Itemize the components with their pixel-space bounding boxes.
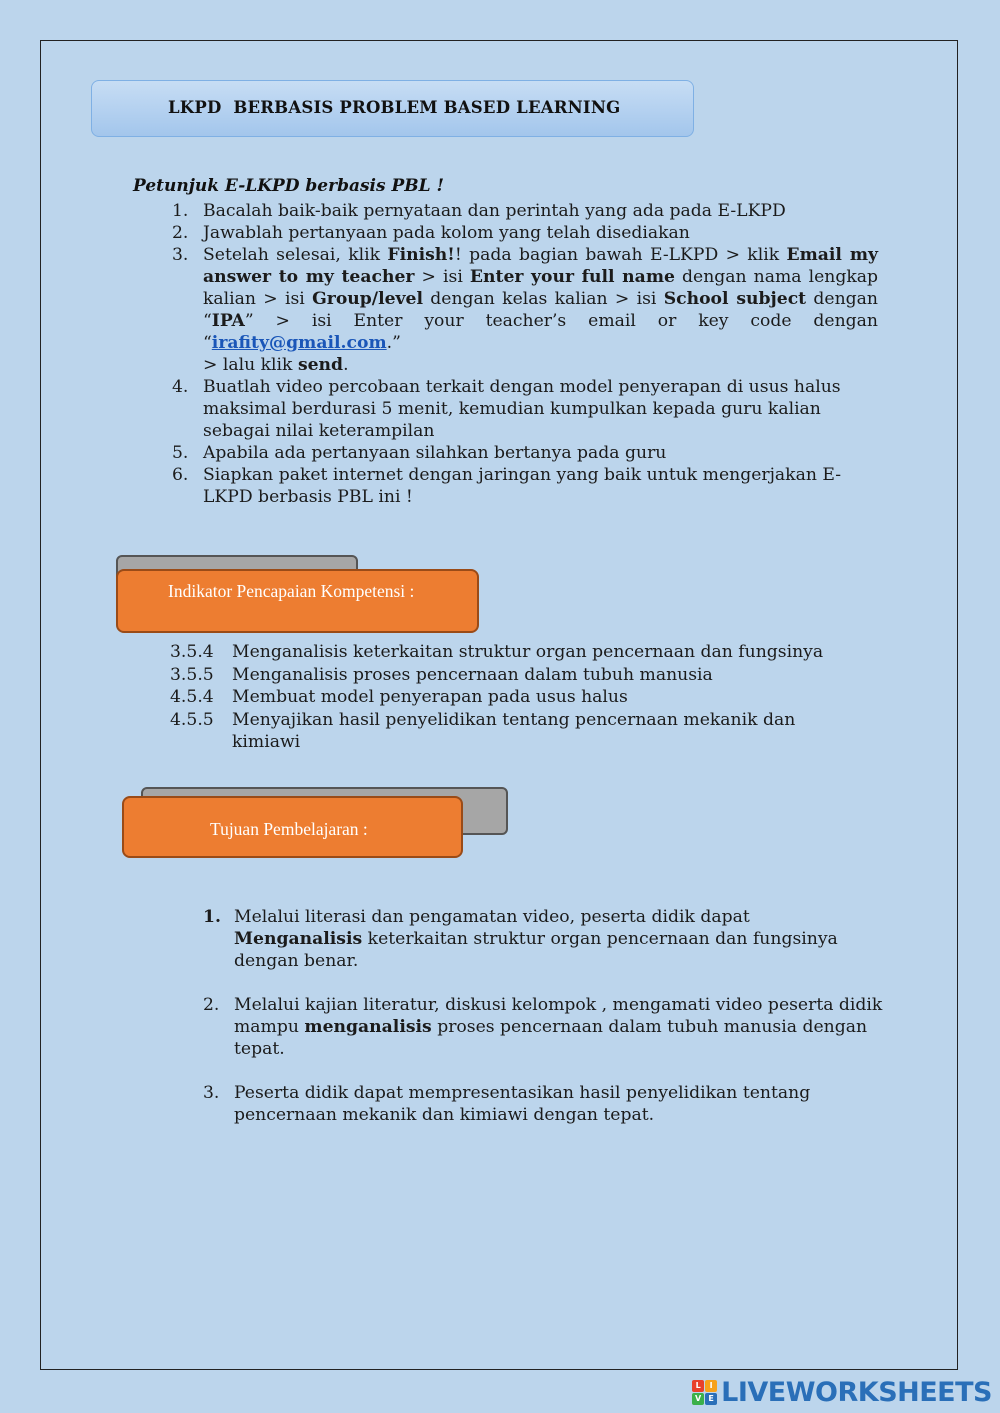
objectives-tab	[122, 796, 463, 858]
logo-letter: I	[705, 1380, 717, 1392]
text-part: dengan kelas kalian > isi	[423, 289, 664, 309]
item-number: 4.	[172, 377, 189, 397]
list-item	[170, 709, 860, 754]
list-item	[203, 1082, 883, 1126]
text-part: Setelah selesai, klik	[203, 245, 388, 265]
item-text	[234, 994, 883, 1060]
text-part: dengan nama lengkap kalian > isi	[203, 267, 879, 309]
subject-value: IPA	[211, 311, 245, 331]
list-item	[172, 200, 878, 222]
bold-verb: Menganalisis	[234, 929, 363, 949]
teacher-email-link[interactable]: irafity@gmail.com	[211, 333, 387, 353]
full-name-label: Enter your full name	[469, 267, 675, 287]
list-item	[172, 222, 878, 244]
liveworksheets-logo-icon	[692, 1380, 717, 1405]
indicator-text: Menyajikan hasil penyelidikan tentang pencernaan mekanik dan kimiawi	[232, 709, 796, 752]
item-number: 2.	[172, 223, 189, 243]
indicator-list	[170, 641, 860, 754]
item-number: 6.	[172, 465, 189, 485]
send-label: send	[297, 355, 344, 375]
item-number: 5.	[172, 443, 189, 463]
list-item	[203, 906, 883, 972]
school-subject-label: School subject	[663, 289, 807, 309]
logo-letter: E	[705, 1393, 717, 1405]
objectives-tab-label: Tujuan Pembelajaran :	[210, 819, 368, 839]
text-part: keterkaitan struktur organ pencernaan dan fungsinya dengan benar.	[234, 929, 838, 971]
list-item	[170, 686, 860, 709]
item-number: 2.	[203, 995, 220, 1015]
indicator-code: 4.5.5	[170, 709, 214, 730]
instructions-list	[172, 200, 878, 508]
text-part: .”	[386, 333, 401, 353]
finish-label: Finish!	[387, 245, 455, 265]
logo-letter: V	[692, 1393, 704, 1405]
liveworksheets-watermark	[692, 1375, 992, 1409]
indicator-text: Membuat model penyerapan pada usus halus	[232, 687, 628, 707]
list-item	[172, 464, 878, 508]
item-number: 3.	[203, 1083, 220, 1103]
email-teacher-label: Email my answer to my teacher	[203, 245, 878, 287]
instructions-heading: Petunjuk E-LKPD berbasis PBL !	[133, 176, 444, 196]
list-item	[172, 244, 878, 376]
list-item	[170, 664, 860, 687]
text-part: Melalui literasi dan pengamatan video, peserta didik dapat	[234, 907, 750, 927]
indicator-text: Menganalisis proses pencernaan dalam tubuh manusia	[232, 664, 713, 685]
indicator-text: Menganalisis keterkaitan struktur organ pencernaan dan fungsinya	[232, 642, 824, 662]
item-text	[234, 1082, 883, 1126]
indicator-tab-label: Indikator Pencapaian Kompetensi :	[168, 581, 415, 601]
text-part: proses pencernaan dalam tubuh manusia dengan tepat.	[234, 1017, 868, 1059]
text-part: Peserta didik dapat mempresentasikan hasil penyelidikan tentang pencernaan mekanik dan kimiawi dengan tepat.	[234, 1083, 811, 1125]
item-text: Siapkan paket internet dengan jaringan yang baik untuk mengerjakan E-LKPD berbasis PBL ini !	[203, 465, 842, 507]
group-level-label: Group/level	[312, 289, 423, 309]
text-part: Melalui kajian literatur, diskusi kelompok , mengamati video peserta didik mampu	[234, 995, 883, 1037]
objectives-list	[203, 906, 883, 1148]
item-text	[234, 906, 883, 972]
list-item	[172, 442, 878, 464]
text-part: .	[343, 355, 349, 375]
text-part: > isi	[414, 267, 470, 287]
text-part: > lalu klik	[203, 355, 298, 375]
item-text	[203, 244, 878, 376]
item-text: Buatlah video percobaan terkait dengan model penyerapan di usus halus maksimal berdurasi 5 menit, kemudian kumpulkan kepada guru kalian sebagai nilai keterampilan	[203, 377, 841, 441]
indicator-code: 3.5.4	[170, 642, 214, 662]
watermark-text: LIVEWORKSHEETS	[721, 1376, 992, 1408]
item-number: 1.	[203, 907, 221, 927]
item-text: Bacalah baik-baik pernyataan dan perintah yang ada pada E-LKPD	[203, 201, 786, 221]
item-number: 1.	[172, 201, 189, 221]
list-item	[172, 376, 878, 442]
send-line	[203, 354, 878, 376]
page-title: LKPD BERBASIS PROBLEM BASED LEARNING	[168, 98, 621, 117]
text-part: dengan “	[203, 289, 878, 331]
bold-verb: menganalisis	[304, 1017, 432, 1037]
indicator-tab	[116, 569, 479, 633]
indicator-code: 3.5.5	[170, 664, 214, 685]
logo-letter: L	[692, 1380, 704, 1392]
list-item	[203, 994, 883, 1060]
item-text: Apabila ada pertanyaan silahkan bertanya pada guru	[203, 443, 667, 463]
text-part: ! pada bagian bawah E-LKPD > klik	[454, 245, 787, 265]
item-number: 3.	[172, 245, 189, 265]
text-part: ” > isi Enter your teacher’s email or key code dengan “	[203, 311, 878, 353]
list-item	[170, 641, 860, 664]
item-text: Jawablah pertanyaan pada kolom yang telah disediakan	[203, 223, 690, 243]
indicator-code: 4.5.4	[170, 687, 214, 707]
